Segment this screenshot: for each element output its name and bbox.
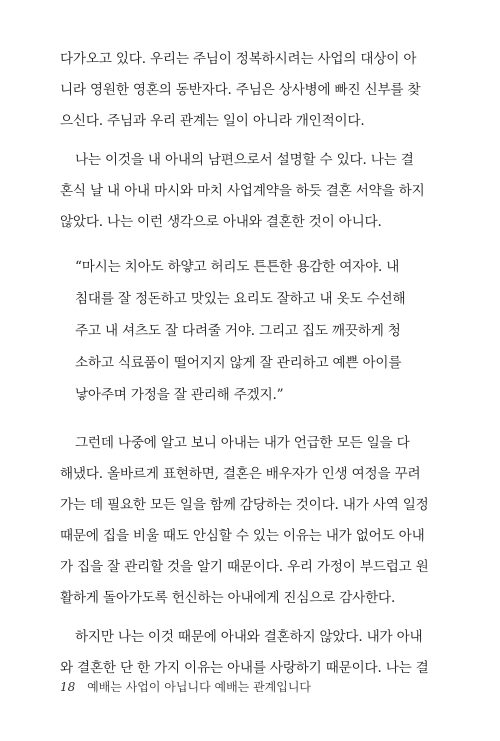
text-line: 다가오고 있다. 우리는 주님이 정복하시려는 사업의 대상이 아 bbox=[60, 51, 417, 67]
text-line: 가는 데 필요한 모든 일을 함께 감당하는 것이다. 내가 사역 일정 bbox=[60, 497, 429, 513]
running-title: 예배는 사업이 아닙니다 예배는 관계입니다 bbox=[87, 680, 312, 694]
block-quote bbox=[60, 252, 442, 412]
page-footer bbox=[60, 678, 311, 695]
quote-line: 낳아주며 가정을 잘 관리해 주겠지.” bbox=[75, 387, 284, 403]
text-line: 않았다. 나는 이런 생각으로 아내와 결혼한 것이 아니다. bbox=[60, 214, 382, 230]
page-number: 18 bbox=[60, 680, 76, 694]
text-line: 혼식 날 내 아내 마시와 마치 사업계약을 하듯 결혼 서약을 하지 bbox=[60, 183, 425, 199]
text-line: 때문에 집을 비울 때도 안심할 수 있는 이유는 내가 없어도 아내 bbox=[60, 528, 425, 544]
text-line: 가 집을 잘 관리할 것을 알기 때문이다. 우리 가정이 부드럽고 원 bbox=[60, 559, 429, 575]
quote-line: “마시는 치아도 하얗고 허리도 튼튼한 용감한 여자야. 내 bbox=[75, 259, 400, 275]
body-text bbox=[60, 44, 442, 684]
quote-line: 주고 내 셔츠도 잘 다려줄 거야. 그리고 집도 깨끗하게 청 bbox=[75, 323, 401, 339]
quote-line: 침대를 잘 정돈하고 맛있는 요리도 잘하고 내 옷도 수선해 bbox=[75, 291, 406, 307]
text-line: 하지만 나는 이것 때문에 아내와 결혼하지 않았다. 내가 아내 bbox=[75, 629, 423, 645]
paragraph-1 bbox=[60, 44, 442, 137]
paragraph-2 bbox=[60, 145, 442, 238]
text-line: 활하게 돌아가도록 헌신하는 아내에게 진심으로 감사한다. bbox=[60, 590, 396, 606]
paragraph-4 bbox=[60, 622, 442, 684]
quote-line: 소하고 식료품이 떨어지지 않게 잘 관리하고 예쁜 아이를 bbox=[75, 355, 402, 371]
text-line: 해냈다. 올바르게 표현하면, 결혼은 배우자가 인생 여정을 꾸려 bbox=[60, 466, 421, 482]
text-line: 니라 영원한 영혼의 동반자다. 주님은 상사병에 빠진 신부를 찾 bbox=[60, 82, 421, 98]
text-line: 으신다. 주님과 우리 관계는 일이 아니라 개인적이다. bbox=[60, 113, 365, 129]
text-line: 그런데 나중에 알고 보니 아내는 내가 언급한 모든 일을 다 bbox=[75, 435, 410, 451]
text-line: 나는 이것을 내 아내의 남편으로서 설명할 수 있다. 나는 결 bbox=[75, 152, 414, 168]
paragraph-3 bbox=[60, 428, 442, 614]
text-line: 와 결혼한 단 한 가지 이유는 아내를 사랑하기 때문이다. 나는 결 bbox=[60, 660, 429, 676]
